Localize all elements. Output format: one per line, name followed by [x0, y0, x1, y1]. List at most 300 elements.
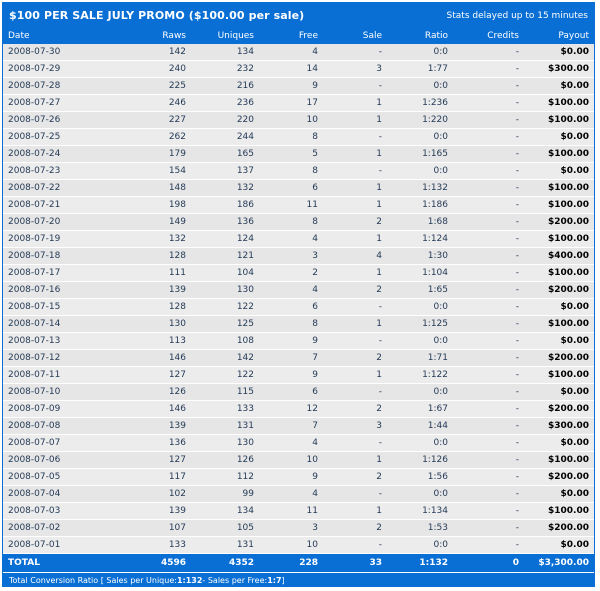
cell-uniques: 126 — [191, 452, 259, 469]
cell-credits: - — [453, 214, 524, 231]
cell-credits: - — [453, 367, 524, 384]
cell-raws: 149 — [113, 214, 191, 231]
cell-ratio: 0:0 — [387, 537, 453, 554]
cell-credits: - — [453, 265, 524, 282]
cell-raws: 126 — [113, 384, 191, 401]
totals-uniques: 4352 — [191, 554, 259, 573]
cell-credits: - — [453, 44, 524, 61]
cell-ratio: 1:65 — [387, 282, 453, 299]
cell-raws: 136 — [113, 435, 191, 452]
cell-date: 2008-07-28 — [3, 78, 113, 95]
cell-uniques: 132 — [191, 180, 259, 197]
cell-free: 6 — [259, 299, 323, 316]
cell-sale: 1 — [323, 146, 387, 163]
cell-ratio: 1:67 — [387, 401, 453, 418]
cell-payout: $200.00 — [524, 520, 594, 537]
conversion-ratio-summary — [3, 572, 594, 587]
cell-credits: - — [453, 231, 524, 248]
cell-date: 2008-07-14 — [3, 316, 113, 333]
cell-credits: - — [453, 78, 524, 95]
cell-uniques: 125 — [191, 316, 259, 333]
cell-sale: 1 — [323, 265, 387, 282]
table-row — [3, 112, 594, 129]
cell-ratio: 1:186 — [387, 197, 453, 214]
cell-uniques: 131 — [191, 418, 259, 435]
cell-raws: 102 — [113, 486, 191, 503]
table-row — [3, 435, 594, 452]
cell-credits: - — [453, 435, 524, 452]
cell-sale: 2 — [323, 520, 387, 537]
cell-payout: $100.00 — [524, 180, 594, 197]
cell-sale: 3 — [323, 61, 387, 78]
cell-free: 4 — [259, 44, 323, 61]
totals-credits: 0 — [453, 554, 524, 573]
table-row — [3, 180, 594, 197]
totals-sale: 33 — [323, 554, 387, 573]
cell-payout: $200.00 — [524, 469, 594, 486]
cell-free: 3 — [259, 520, 323, 537]
cell-date: 2008-07-25 — [3, 129, 113, 146]
cell-date: 2008-07-30 — [3, 44, 113, 61]
cell-credits: - — [453, 333, 524, 350]
cell-sale: - — [323, 299, 387, 316]
cell-credits: - — [453, 469, 524, 486]
cell-date: 2008-07-27 — [3, 95, 113, 112]
cell-uniques: 115 — [191, 384, 259, 401]
cell-credits: - — [453, 146, 524, 163]
cell-credits: - — [453, 401, 524, 418]
cell-free: 12 — [259, 401, 323, 418]
cell-ratio: 1:68 — [387, 214, 453, 231]
cell-raws: 246 — [113, 95, 191, 112]
cell-uniques: 136 — [191, 214, 259, 231]
cell-ratio: 1:56 — [387, 469, 453, 486]
cell-sale: 2 — [323, 350, 387, 367]
cell-sale: 1 — [323, 316, 387, 333]
totals-row — [3, 554, 594, 573]
cell-credits: - — [453, 486, 524, 503]
cell-date: 2008-07-08 — [3, 418, 113, 435]
cell-uniques: 130 — [191, 282, 259, 299]
cell-ratio: 1:104 — [387, 265, 453, 282]
cell-credits: - — [453, 452, 524, 469]
cell-free: 4 — [259, 282, 323, 299]
table-row — [3, 469, 594, 486]
cell-credits: - — [453, 299, 524, 316]
column-header-payout: Payout — [524, 28, 594, 44]
cell-ratio: 1:30 — [387, 248, 453, 265]
cell-free: 14 — [259, 61, 323, 78]
promo-title: $100 PER SALE JULY PROMO ($100.00 per sale) — [9, 9, 305, 22]
cell-free: 8 — [259, 129, 323, 146]
cell-uniques: 108 — [191, 333, 259, 350]
sales-per-unique-value: 1:132 — [176, 575, 203, 585]
cell-free: 7 — [259, 418, 323, 435]
cell-uniques: 122 — [191, 299, 259, 316]
cell-credits: - — [453, 61, 524, 78]
cell-sale: - — [323, 78, 387, 95]
cell-sale: 2 — [323, 469, 387, 486]
cell-credits: - — [453, 537, 524, 554]
cell-sale: 2 — [323, 401, 387, 418]
cell-free: 6 — [259, 384, 323, 401]
cell-uniques: 122 — [191, 367, 259, 384]
cell-free: 17 — [259, 95, 323, 112]
summary-middle: - Sales per Free: — [202, 575, 268, 585]
cell-free: 10 — [259, 112, 323, 129]
cell-payout: $0.00 — [524, 129, 594, 146]
cell-raws: 128 — [113, 299, 191, 316]
cell-sale: - — [323, 163, 387, 180]
cell-payout: $0.00 — [524, 163, 594, 180]
cell-free: 9 — [259, 333, 323, 350]
summary-prefix: Total Conversion Ratio [ Sales per Unique: — [9, 575, 177, 585]
cell-ratio: 0:0 — [387, 163, 453, 180]
cell-free: 9 — [259, 469, 323, 486]
cell-date: 2008-07-05 — [3, 469, 113, 486]
cell-raws: 262 — [113, 129, 191, 146]
cell-date: 2008-07-26 — [3, 112, 113, 129]
column-header-credits: Credits — [453, 28, 524, 44]
cell-payout: $100.00 — [524, 367, 594, 384]
cell-raws: 146 — [113, 350, 191, 367]
cell-date: 2008-07-23 — [3, 163, 113, 180]
cell-credits: - — [453, 384, 524, 401]
cell-uniques: 142 — [191, 350, 259, 367]
cell-free: 4 — [259, 231, 323, 248]
cell-ratio: 1:53 — [387, 520, 453, 537]
table-row — [3, 44, 594, 61]
table-row — [3, 78, 594, 95]
cell-ratio: 1:124 — [387, 231, 453, 248]
cell-payout: $100.00 — [524, 503, 594, 520]
cell-uniques: 99 — [191, 486, 259, 503]
cell-payout: $200.00 — [524, 282, 594, 299]
table-row — [3, 486, 594, 503]
cell-sale: - — [323, 44, 387, 61]
table-row — [3, 367, 594, 384]
cell-credits: - — [453, 503, 524, 520]
totals-label: TOTAL — [3, 554, 113, 573]
cell-payout: $300.00 — [524, 418, 594, 435]
table-row — [3, 299, 594, 316]
cell-uniques: 134 — [191, 503, 259, 520]
cell-uniques: 220 — [191, 112, 259, 129]
cell-date: 2008-07-03 — [3, 503, 113, 520]
cell-payout: $0.00 — [524, 333, 594, 350]
cell-sale: - — [323, 129, 387, 146]
cell-date: 2008-07-18 — [3, 248, 113, 265]
cell-ratio: 0:0 — [387, 44, 453, 61]
cell-date: 2008-07-21 — [3, 197, 113, 214]
cell-date: 2008-07-10 — [3, 384, 113, 401]
cell-payout: $0.00 — [524, 486, 594, 503]
cell-ratio: 1:220 — [387, 112, 453, 129]
cell-sale: 1 — [323, 112, 387, 129]
cell-uniques: 216 — [191, 78, 259, 95]
cell-credits: - — [453, 248, 524, 265]
cell-raws: 146 — [113, 401, 191, 418]
cell-credits: - — [453, 350, 524, 367]
cell-date: 2008-07-17 — [3, 265, 113, 282]
table-row — [3, 197, 594, 214]
table-row — [3, 452, 594, 469]
cell-payout: $100.00 — [524, 452, 594, 469]
cell-date: 2008-07-09 — [3, 401, 113, 418]
cell-payout: $100.00 — [524, 265, 594, 282]
cell-raws: 240 — [113, 61, 191, 78]
cell-raws: 128 — [113, 248, 191, 265]
cell-uniques: 121 — [191, 248, 259, 265]
totals-raws: 4596 — [113, 554, 191, 573]
table-row — [3, 231, 594, 248]
cell-date: 2008-07-20 — [3, 214, 113, 231]
title-bar — [3, 3, 594, 28]
table-row — [3, 146, 594, 163]
cell-free: 8 — [259, 316, 323, 333]
cell-uniques: 124 — [191, 231, 259, 248]
column-header-ratio: Ratio — [387, 28, 453, 44]
cell-date: 2008-07-15 — [3, 299, 113, 316]
cell-free: 6 — [259, 180, 323, 197]
cell-date: 2008-07-29 — [3, 61, 113, 78]
totals-ratio: 1:132 — [387, 554, 453, 573]
column-header-date: Date — [3, 28, 113, 44]
stats-panel — [2, 2, 595, 587]
table-header-row — [3, 28, 594, 44]
cell-ratio: 1:132 — [387, 180, 453, 197]
cell-credits: - — [453, 112, 524, 129]
cell-credits: - — [453, 316, 524, 333]
cell-sale: - — [323, 435, 387, 452]
cell-uniques: 186 — [191, 197, 259, 214]
cell-ratio: 0:0 — [387, 299, 453, 316]
cell-raws: 227 — [113, 112, 191, 129]
cell-uniques: 165 — [191, 146, 259, 163]
table-row — [3, 129, 594, 146]
cell-date: 2008-07-16 — [3, 282, 113, 299]
cell-ratio: 0:0 — [387, 486, 453, 503]
cell-raws: 117 — [113, 469, 191, 486]
cell-payout: $100.00 — [524, 112, 594, 129]
cell-uniques: 236 — [191, 95, 259, 112]
cell-sale: - — [323, 537, 387, 554]
cell-raws: 179 — [113, 146, 191, 163]
cell-payout: $100.00 — [524, 95, 594, 112]
cell-uniques: 104 — [191, 265, 259, 282]
cell-credits: - — [453, 180, 524, 197]
cell-credits: - — [453, 282, 524, 299]
column-header-uniques: Uniques — [191, 28, 259, 44]
stats-table — [3, 28, 594, 572]
table-row — [3, 537, 594, 554]
summary-suffix: ] — [281, 575, 285, 585]
cell-credits: - — [453, 129, 524, 146]
cell-uniques: 105 — [191, 520, 259, 537]
cell-raws: 225 — [113, 78, 191, 95]
cell-uniques: 137 — [191, 163, 259, 180]
cell-payout: $0.00 — [524, 435, 594, 452]
cell-credits: - — [453, 163, 524, 180]
cell-payout: $400.00 — [524, 248, 594, 265]
cell-payout: $100.00 — [524, 231, 594, 248]
cell-sale: 1 — [323, 452, 387, 469]
stats-delay-note: Stats delayed up to 15 minutes — [446, 10, 588, 21]
cell-raws: 127 — [113, 367, 191, 384]
cell-free: 8 — [259, 163, 323, 180]
cell-raws: 198 — [113, 197, 191, 214]
cell-ratio: 1:71 — [387, 350, 453, 367]
cell-free: 10 — [259, 537, 323, 554]
table-row — [3, 401, 594, 418]
cell-sale: 1 — [323, 231, 387, 248]
table-row — [3, 61, 594, 78]
column-header-raws: Raws — [113, 28, 191, 44]
cell-sale: 1 — [323, 95, 387, 112]
cell-date: 2008-07-19 — [3, 231, 113, 248]
cell-sale: - — [323, 486, 387, 503]
cell-raws: 139 — [113, 418, 191, 435]
cell-raws: 142 — [113, 44, 191, 61]
cell-payout: $0.00 — [524, 78, 594, 95]
cell-date: 2008-07-22 — [3, 180, 113, 197]
cell-ratio: 1:165 — [387, 146, 453, 163]
cell-raws: 139 — [113, 503, 191, 520]
cell-uniques: 133 — [191, 401, 259, 418]
cell-free: 9 — [259, 78, 323, 95]
cell-date: 2008-07-04 — [3, 486, 113, 503]
table-row — [3, 350, 594, 367]
cell-credits: - — [453, 95, 524, 112]
cell-ratio: 1:236 — [387, 95, 453, 112]
cell-free: 11 — [259, 503, 323, 520]
cell-ratio: 1:122 — [387, 367, 453, 384]
cell-ratio: 1:125 — [387, 316, 453, 333]
cell-raws: 148 — [113, 180, 191, 197]
cell-uniques: 134 — [191, 44, 259, 61]
cell-ratio: 1:77 — [387, 61, 453, 78]
cell-date: 2008-07-11 — [3, 367, 113, 384]
totals-payout: $3,300.00 — [524, 554, 594, 573]
cell-free: 11 — [259, 197, 323, 214]
cell-sale: 1 — [323, 367, 387, 384]
table-row — [3, 282, 594, 299]
cell-raws: 107 — [113, 520, 191, 537]
cell-raws: 130 — [113, 316, 191, 333]
cell-date: 2008-07-13 — [3, 333, 113, 350]
cell-payout: $200.00 — [524, 214, 594, 231]
cell-free: 3 — [259, 248, 323, 265]
table-row — [3, 384, 594, 401]
cell-payout: $0.00 — [524, 299, 594, 316]
cell-payout: $0.00 — [524, 44, 594, 61]
cell-date: 2008-07-07 — [3, 435, 113, 452]
table-row — [3, 316, 594, 333]
cell-payout: $0.00 — [524, 384, 594, 401]
table-row — [3, 333, 594, 350]
cell-sale: 2 — [323, 214, 387, 231]
cell-sale: 1 — [323, 503, 387, 520]
cell-date: 2008-07-02 — [3, 520, 113, 537]
column-header-free: Free — [259, 28, 323, 44]
cell-raws: 111 — [113, 265, 191, 282]
table-row — [3, 95, 594, 112]
cell-free: 4 — [259, 486, 323, 503]
cell-payout: $100.00 — [524, 316, 594, 333]
cell-raws: 127 — [113, 452, 191, 469]
totals-free: 228 — [259, 554, 323, 573]
cell-sale: 4 — [323, 248, 387, 265]
cell-raws: 132 — [113, 231, 191, 248]
sales-per-free-value: 1:7 — [267, 575, 282, 585]
cell-sale: - — [323, 384, 387, 401]
table-row — [3, 418, 594, 435]
cell-uniques: 232 — [191, 61, 259, 78]
table-row — [3, 214, 594, 231]
cell-raws: 139 — [113, 282, 191, 299]
cell-ratio: 0:0 — [387, 384, 453, 401]
cell-sale: 2 — [323, 282, 387, 299]
cell-free: 5 — [259, 146, 323, 163]
cell-ratio: 0:0 — [387, 333, 453, 350]
cell-ratio: 1:126 — [387, 452, 453, 469]
cell-payout: $200.00 — [524, 401, 594, 418]
cell-uniques: 244 — [191, 129, 259, 146]
cell-credits: - — [453, 520, 524, 537]
cell-payout: $0.00 — [524, 537, 594, 554]
cell-free: 2 — [259, 265, 323, 282]
cell-ratio: 0:0 — [387, 129, 453, 146]
cell-payout: $300.00 — [524, 61, 594, 78]
cell-credits: - — [453, 197, 524, 214]
cell-raws: 113 — [113, 333, 191, 350]
cell-raws: 154 — [113, 163, 191, 180]
cell-free: 8 — [259, 214, 323, 231]
cell-date: 2008-07-06 — [3, 452, 113, 469]
cell-date: 2008-07-12 — [3, 350, 113, 367]
table-row — [3, 265, 594, 282]
cell-free: 9 — [259, 367, 323, 384]
cell-payout: $100.00 — [524, 146, 594, 163]
cell-free: 7 — [259, 350, 323, 367]
cell-ratio: 0:0 — [387, 435, 453, 452]
cell-ratio: 0:0 — [387, 78, 453, 95]
cell-raws: 133 — [113, 537, 191, 554]
cell-payout: $100.00 — [524, 197, 594, 214]
table-row — [3, 163, 594, 180]
cell-payout: $200.00 — [524, 350, 594, 367]
cell-ratio: 1:44 — [387, 418, 453, 435]
cell-sale: 1 — [323, 180, 387, 197]
column-header-sale: Sale — [323, 28, 387, 44]
table-body — [3, 44, 594, 554]
cell-uniques: 112 — [191, 469, 259, 486]
cell-credits: - — [453, 418, 524, 435]
cell-uniques: 130 — [191, 435, 259, 452]
table-row — [3, 248, 594, 265]
table-row — [3, 520, 594, 537]
cell-date: 2008-07-01 — [3, 537, 113, 554]
cell-sale: 1 — [323, 197, 387, 214]
cell-sale: 3 — [323, 418, 387, 435]
cell-uniques: 131 — [191, 537, 259, 554]
cell-free: 4 — [259, 435, 323, 452]
cell-date: 2008-07-24 — [3, 146, 113, 163]
table-row — [3, 503, 594, 520]
cell-sale: - — [323, 333, 387, 350]
cell-ratio: 1:134 — [387, 503, 453, 520]
cell-free: 10 — [259, 452, 323, 469]
